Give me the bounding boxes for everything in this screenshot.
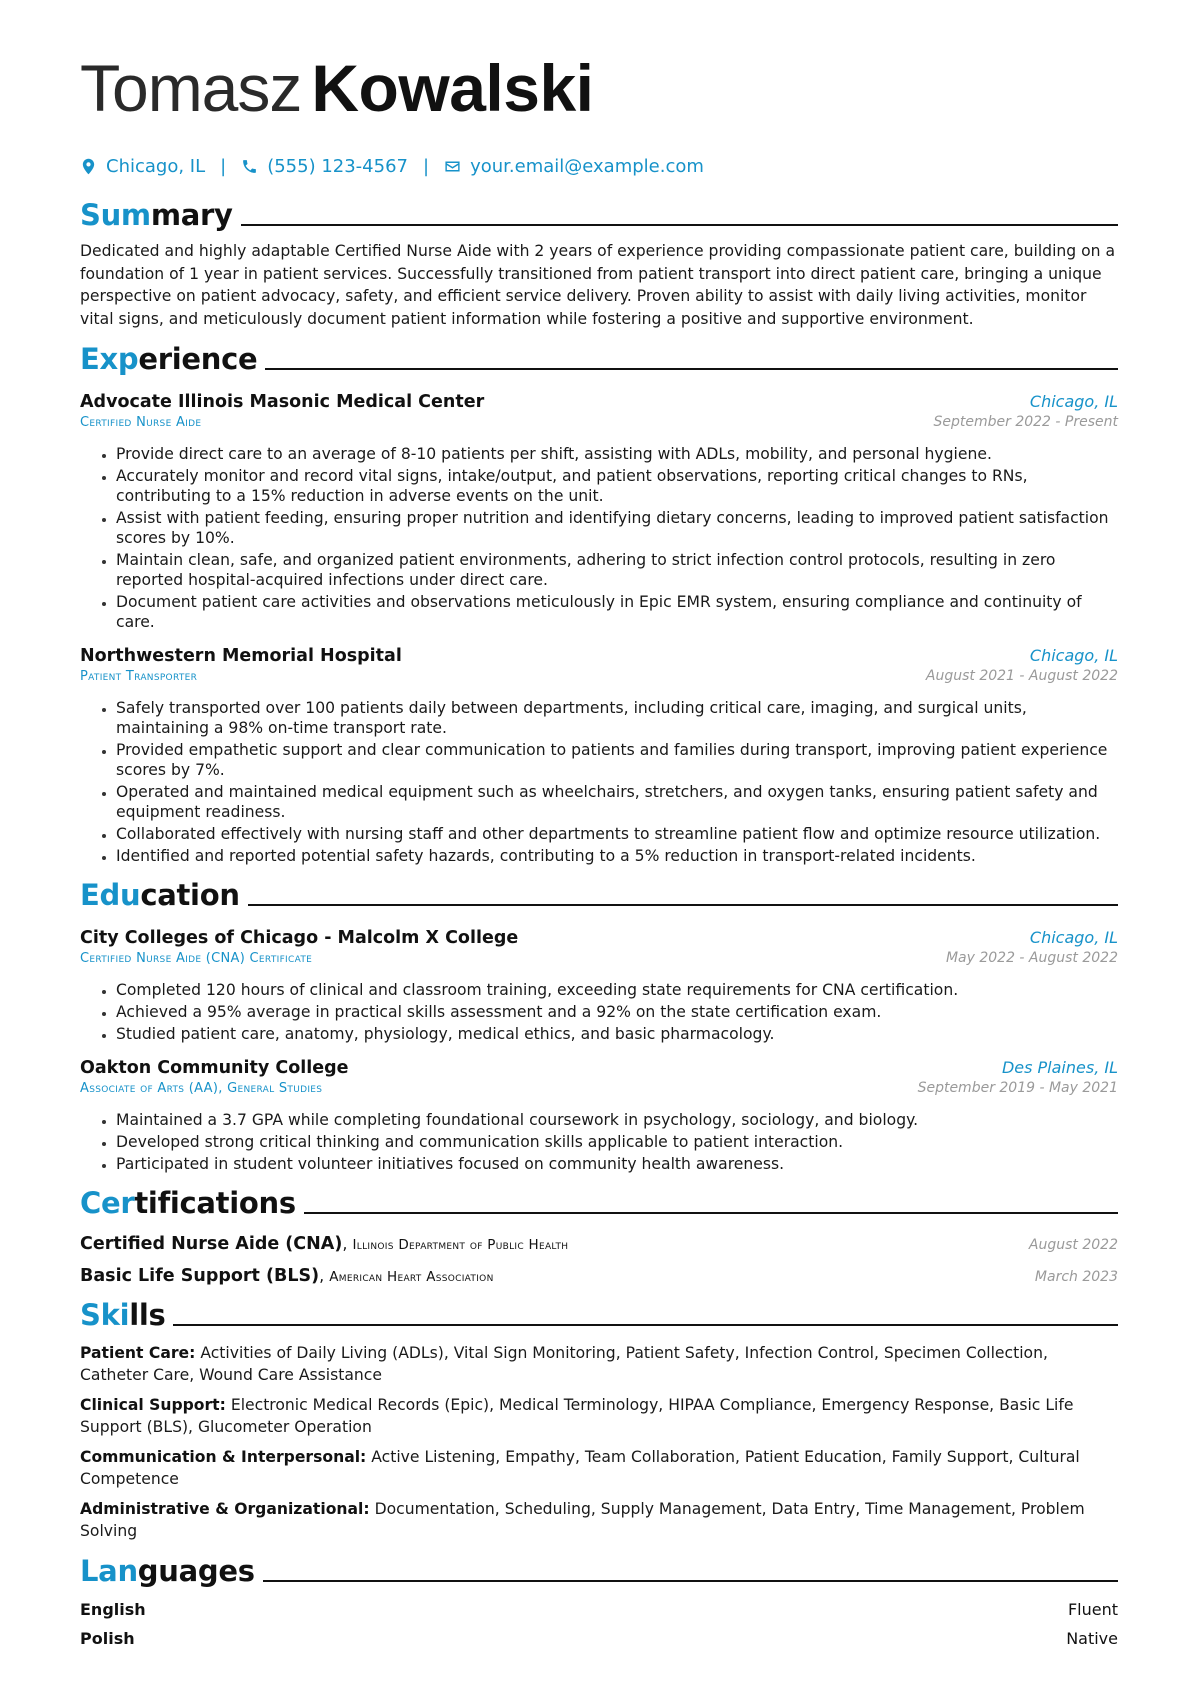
contact-phone	[241, 156, 408, 177]
certification-name: Certified Nurse Aide (CNA)	[80, 1234, 343, 1254]
envelope-icon	[444, 158, 461, 175]
section-title-skills: Skills	[80, 1294, 1118, 1334]
candidate-name	[80, 40, 1118, 136]
contact-location	[80, 156, 205, 177]
skill-items: Activities of Daily Living (ADLs), Vital Sign Monitoring, Patient Safety, Infection Control, Specimen Collection, Catheter Care, Wound Care Assistance	[80, 1344, 1048, 1384]
entry-date: May 2022 - August 2022	[945, 950, 1118, 966]
bullet-item: • Identified and reported potential safety hazards, contributing to a 5% reduction in transport-related incidents.	[116, 846, 1118, 866]
section-rule	[263, 1580, 1118, 1582]
summary-text: Dedicated and highly adaptable Certified Nurse Aide with 2 years of experience providing compassionate patient care, building on a foundation of 1 year in patient services. Successfully transitioned from patient transport into direct patient care, bringing a unique perspective on patient advocacy, safety, and efficient service delivery. Proven ability to assist with daily living activities, monitor vital signs, and meticulously document patient information while fostering a positive and supportive environment.	[80, 242, 1116, 328]
school-name: City Colleges of Chicago - Malcolm X College	[80, 928, 519, 948]
bullet-item: • Provided empathetic support and clear communication to patients and families during transport, improving patient experience scores by 7%.	[116, 740, 1118, 780]
bullet-item: • Operated and maintained medical equipment such as wheelchairs, stretchers, and oxygen tanks, ensuring patient safety and equipment readiness.	[116, 782, 1118, 822]
employer-name: Advocate Illinois Masonic Medical Center	[80, 392, 485, 412]
skill-category: Clinical Support:	[80, 1396, 226, 1414]
section-title-certifications: Certifications	[80, 1182, 1118, 1222]
bullet-item: • Studied patient care, anatomy, physiology, medical ethics, and basic pharmacology.	[116, 1024, 1118, 1044]
contact-email[interactable]	[444, 156, 704, 177]
bullet-item: • Document patient care activities and observations meticulously in Epic EMR system, ensuring compliance and continuity of care.	[116, 592, 1118, 632]
section-title-summary: Summary	[80, 194, 1118, 234]
school-name: Oakton Community College	[80, 1058, 349, 1078]
language-name: English	[80, 1600, 146, 1619]
section-title-languages: Languages	[80, 1550, 1118, 1590]
phone-text: (555) 123-4567	[267, 155, 408, 177]
education-entry	[80, 928, 1118, 1044]
language-level: Fluent	[1067, 1600, 1118, 1619]
entry-location: Chicago, IL	[1029, 646, 1118, 665]
certification-item: Basic Life Support (BLS), American Heart Association March 2023	[80, 1266, 1118, 1286]
bullet-item: • Maintain clean, safe, and organized patient environments, adhering to strict infection control protocols, resulting in zero reported hospital-acquired infections under direct care.	[116, 550, 1118, 590]
bullet-item: • Developed strong critical thinking and communication skills applicable to patient interaction.	[116, 1132, 1118, 1152]
bullet-item: • Assist with patient feeding, ensuring proper nutrition and identifying dietary concerns, leading to improved patient satisfaction scores by 10%.	[116, 508, 1118, 548]
section-rule	[241, 224, 1118, 226]
job-title: Certified Nurse Aide	[80, 415, 202, 430]
skill-items: Documentation, Scheduling, Supply Management, Data Entry, Time Management, Problem Solving	[80, 1500, 1085, 1540]
skill-items: Electronic Medical Records (Epic), Medical Terminology, HIPAA Compliance, Emergency Response, Basic Life Support (BLS), Glucometer Operation	[80, 1396, 1074, 1436]
language-level: Native	[1066, 1629, 1118, 1648]
education-entry	[80, 1058, 1118, 1174]
phone-icon	[241, 158, 258, 175]
location-text: Chicago, IL	[106, 155, 206, 177]
contact-separator: |	[220, 155, 227, 177]
skill-category: Patient Care:	[80, 1344, 196, 1362]
bullet-item: • Maintained a 3.7 GPA while completing foundational coursework in psychology, sociology, and biology.	[116, 1110, 1118, 1130]
entry-date: August 2021 - August 2022	[925, 668, 1118, 684]
resume-page	[80, 40, 1118, 1648]
skill-group	[80, 1446, 1118, 1490]
skill-group	[80, 1394, 1118, 1438]
language-name: Polish	[80, 1629, 135, 1648]
skill-category: Communication & Interpersonal:	[80, 1448, 367, 1466]
bullet-item: • Participated in student volunteer initiatives focused on community health awareness.	[116, 1154, 1118, 1174]
entry-location: Chicago, IL	[1029, 928, 1118, 947]
certification-item: Certified Nurse Aide (CNA), Illinois Department of Public Health August 2022	[80, 1234, 1118, 1254]
bullet-item: • Achieved a 95% average in practical skills assessment and a 92% on the state certification exam.	[116, 1002, 1118, 1022]
employer-name: Northwestern Memorial Hospital	[80, 646, 402, 666]
degree-title: Associate of Arts (AA), General Studies	[80, 1081, 323, 1096]
contact-line	[80, 146, 1118, 186]
bullet-item: • Completed 120 hours of clinical and classroom training, exceeding state requirements for CNA certification.	[116, 980, 1118, 1000]
entry-date: September 2019 - May 2021	[917, 1080, 1118, 1096]
section-rule	[304, 1212, 1118, 1214]
skill-group	[80, 1498, 1118, 1542]
first-name: Tomasz	[80, 51, 302, 125]
skill-category: Administrative & Organizational:	[80, 1500, 370, 1518]
map-pin-icon	[80, 158, 97, 175]
bullet-item: • Collaborated effectively with nursing staff and other departments to streamline patient flow and optimize resource utilization.	[116, 824, 1118, 844]
section-title-education: Education	[80, 874, 1118, 914]
job-title: Patient Transporter	[80, 669, 198, 684]
section-rule	[173, 1324, 1118, 1326]
skill-items: Active Listening, Empathy, Team Collaboration, Patient Education, Family Support, Cultural Competence	[80, 1448, 1080, 1488]
certification-date: March 2023	[1034, 1269, 1118, 1285]
certification-date: August 2022	[1028, 1237, 1118, 1253]
certification-name: Basic Life Support (BLS)	[80, 1266, 320, 1286]
experience-entry	[80, 392, 1118, 632]
bullet-item: • Accurately monitor and record vital signs, intake/output, and patient observations, reporting critical changes to RNs, contributing to a 15% reduction in adverse events on the unit.	[116, 466, 1118, 506]
bullet-item: • Safely transported over 100 patients daily between departments, including critical care, imaging, and surgical units, maintaining a 98% on-time transport rate.	[116, 698, 1118, 738]
contact-separator: |	[423, 155, 430, 177]
language-item	[80, 1629, 1118, 1648]
certification-issuer: Illinois Department of Public Health	[352, 1237, 569, 1253]
entry-date: September 2022 - Present	[933, 414, 1118, 430]
bullet-list	[80, 980, 1118, 1044]
section-rule	[265, 368, 1118, 370]
experience-entry	[80, 646, 1118, 866]
skill-group	[80, 1342, 1118, 1386]
certification-issuer: American Heart Association	[329, 1269, 494, 1285]
email-link[interactable]: your.email@example.com	[470, 155, 704, 177]
entry-location: Des Plaines, IL	[1001, 1058, 1118, 1077]
bullet-list	[80, 444, 1118, 632]
bullet-list	[80, 698, 1118, 866]
entry-location: Chicago, IL	[1029, 392, 1118, 411]
degree-title: Certified Nurse Aide (CNA) Certificate	[80, 951, 313, 966]
bullet-list	[80, 1110, 1118, 1174]
section-rule	[248, 904, 1118, 906]
section-title-experience: Experience	[80, 338, 1118, 378]
last-name: Kowalski	[311, 51, 594, 125]
bullet-item: • Provide direct care to an average of 8-10 patients per shift, assisting with ADLs, mobility, and personal hygiene.	[116, 444, 1118, 464]
language-item	[80, 1600, 1118, 1619]
